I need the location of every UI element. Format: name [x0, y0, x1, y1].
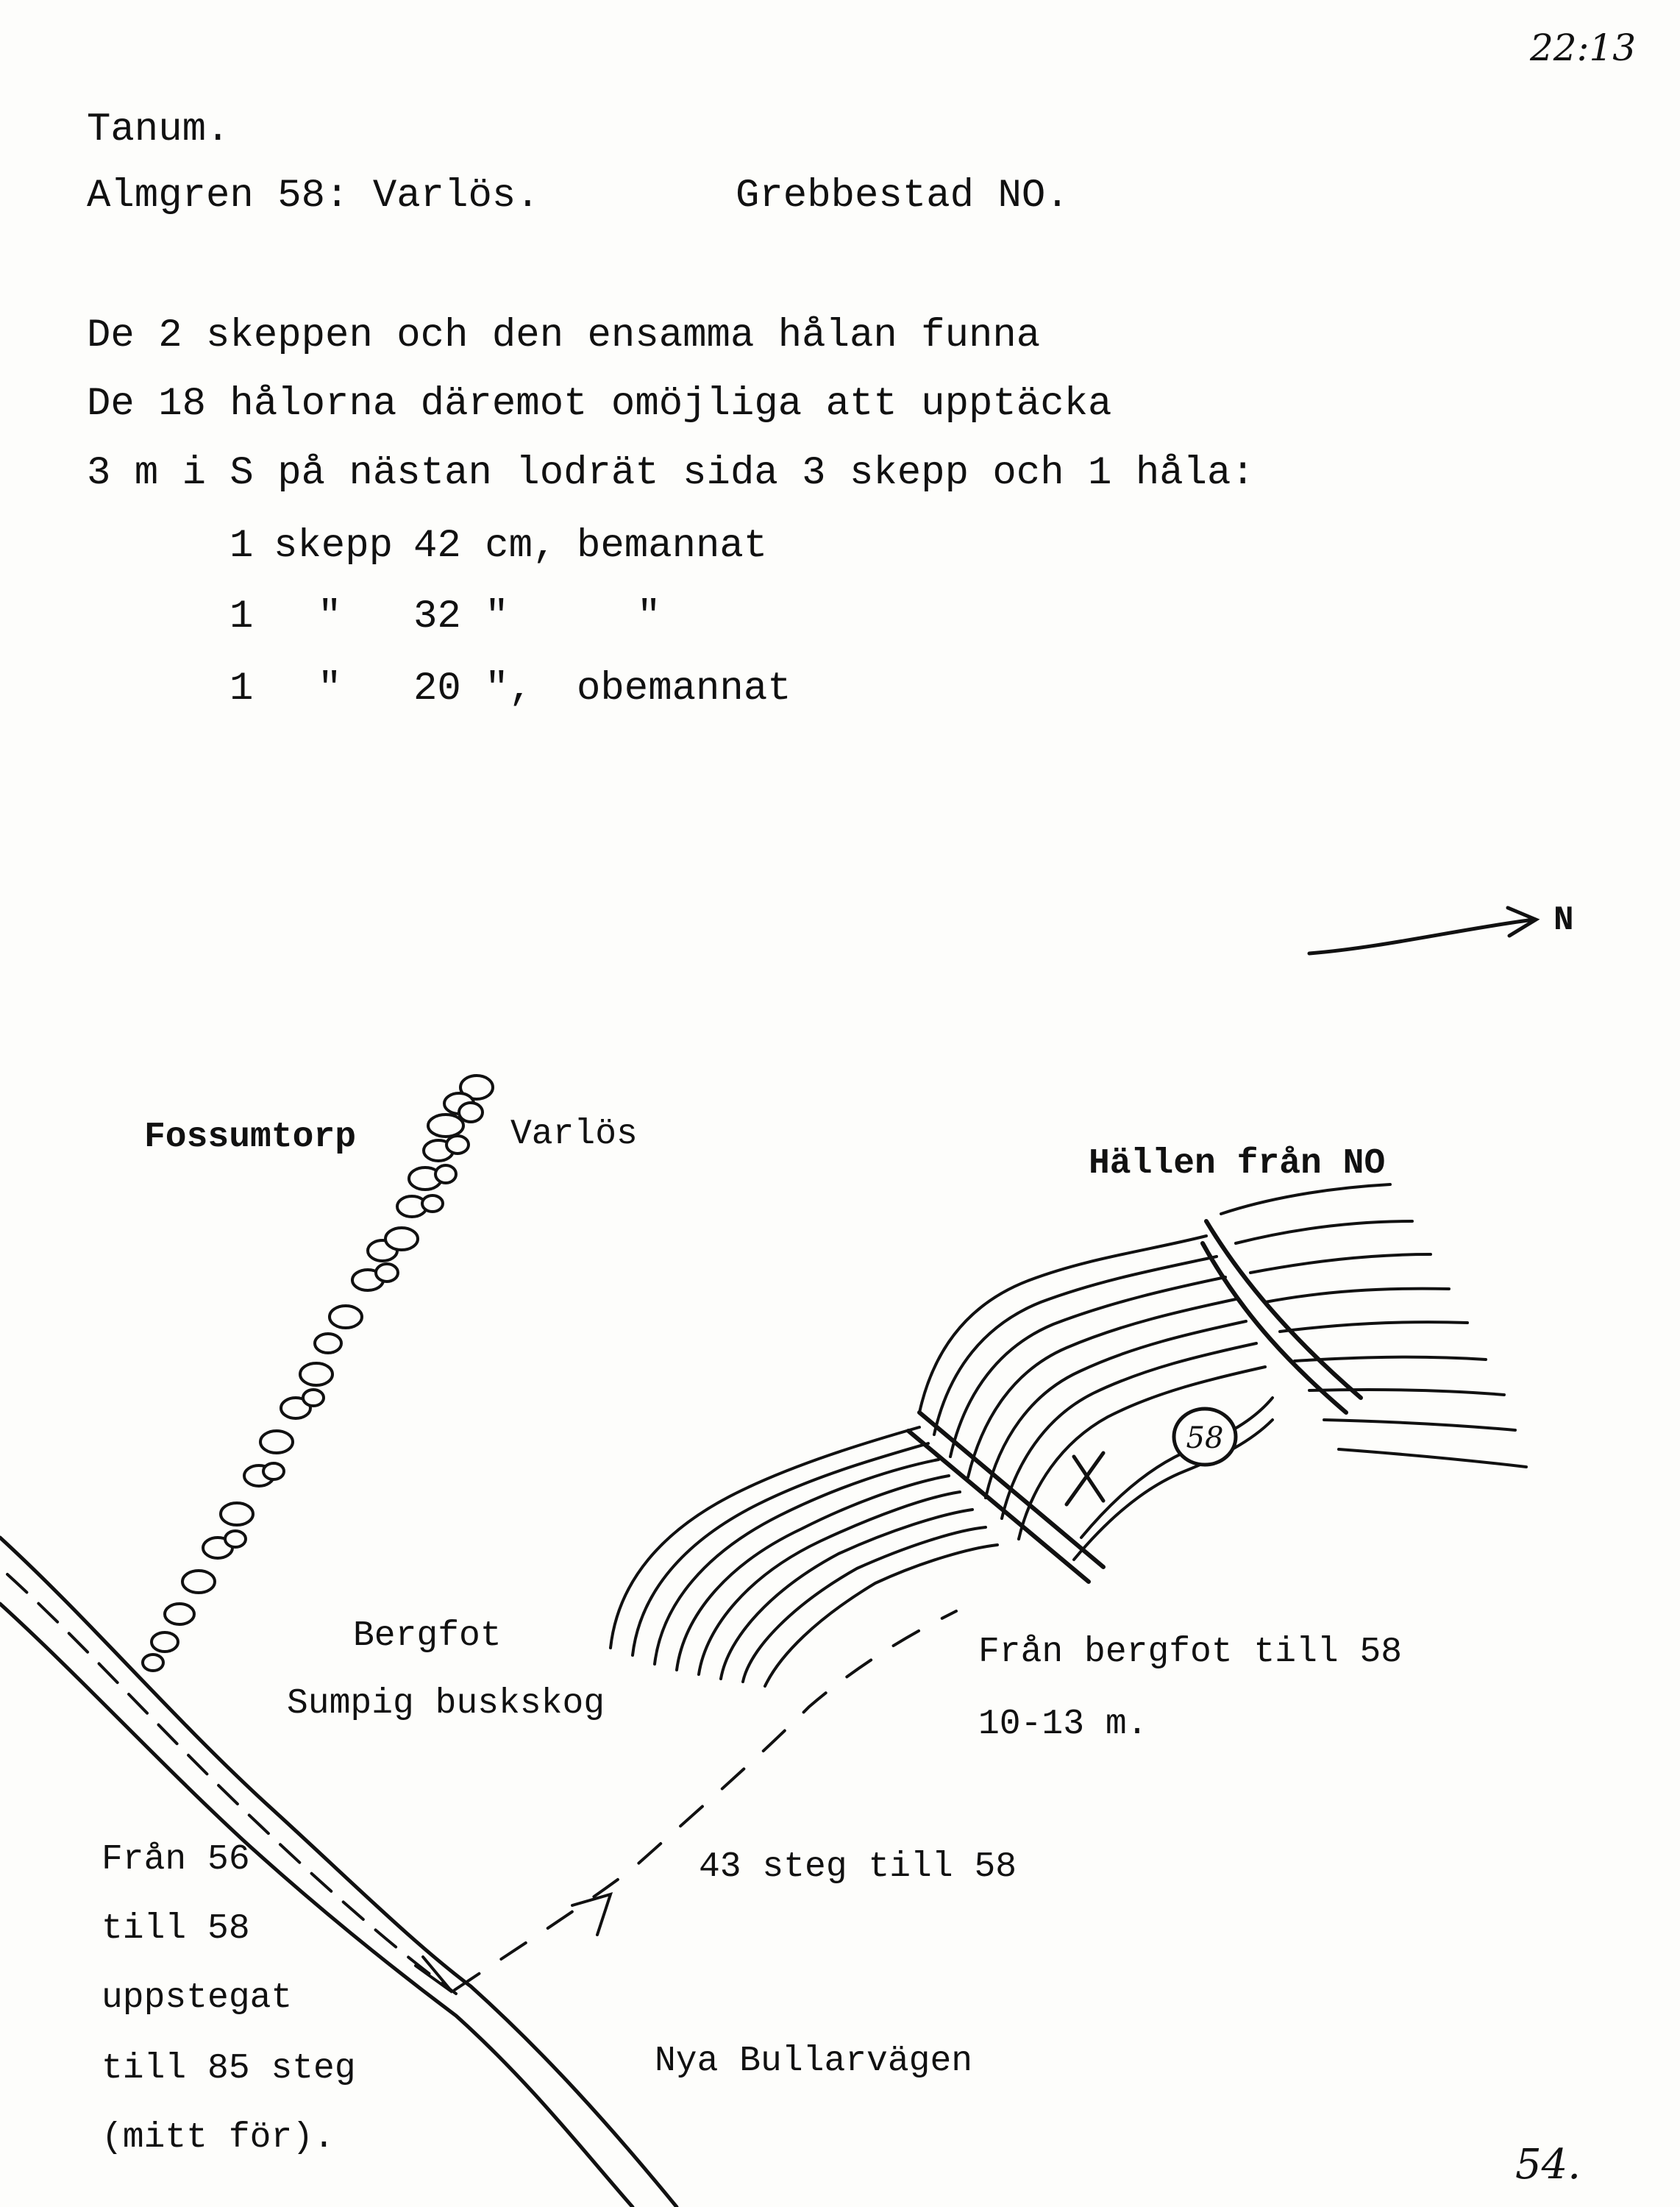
- pace-note-1: Från 56: [102, 1840, 250, 1880]
- pace-note-3: uppstegat: [102, 1978, 293, 2018]
- ship-2-note: ": [637, 594, 661, 639]
- pace-note-4: till 85 steg: [102, 2049, 356, 2089]
- place-fossumtorp: Fossumtorp: [144, 1117, 357, 1157]
- steps-label: 43 steg till 58: [699, 1847, 1017, 1887]
- page-number: 54.: [1515, 2141, 1581, 2189]
- note-line-1: De 2 skeppen och den ensamma hålan funna: [87, 313, 1041, 358]
- ship-3-count: 1: [229, 667, 254, 711]
- note-line-2: De 18 hålorna däremot omöjliga att upptäcka: [87, 382, 1112, 427]
- rock-sketch: [611, 1184, 1526, 1686]
- archive-number: 22:13: [1530, 26, 1637, 69]
- ship-3-note: obemannat: [577, 667, 791, 711]
- parish-label: Tanum.: [87, 107, 230, 152]
- rock-number: 58: [1186, 1421, 1224, 1455]
- road-label: Nya Bullarvägen: [655, 2041, 973, 2081]
- north-label: N: [1553, 901, 1574, 939]
- ship-2-size: 32 ": [413, 594, 509, 639]
- ship-3-type: ": [318, 667, 342, 711]
- distance-from-foot-1: Från bergfot till 58: [978, 1632, 1403, 1672]
- ship-1-size: 42 cm,: [413, 524, 557, 569]
- ship-1-note: bemannat: [577, 524, 768, 569]
- north-arrow-icon: [1309, 908, 1536, 953]
- ship-2-type: ": [318, 594, 342, 639]
- pace-path: [455, 1611, 956, 1990]
- note-line-3: 3 m i S på nästan lodrät sida 3 skepp och 1 håla:: [87, 451, 1255, 496]
- ship-2-count: 1: [229, 594, 254, 639]
- place-varlos: Varlös: [510, 1115, 638, 1154]
- map-sheet-label: Grebbestad NO.: [736, 174, 1069, 218]
- ground-label-bergfot: Bergfot: [353, 1616, 502, 1656]
- site-label: Almgren 58: Varlös.: [87, 174, 540, 218]
- rock-58-marker: [1174, 1409, 1236, 1465]
- ship-3-size: 20 ",: [413, 667, 533, 711]
- pace-note-2: till 58: [102, 1909, 250, 1949]
- rock-title: Hällen från NO: [1089, 1144, 1386, 1184]
- distance-from-foot-2: 10-13 m.: [978, 1705, 1148, 1744]
- ship-1-type: skepp: [274, 524, 394, 569]
- stone-wall: [143, 1076, 493, 1671]
- ship-1-count: 1: [229, 524, 254, 569]
- pace-note-5: (mitt för).: [102, 2118, 335, 2158]
- ground-label-buskskog: Sumpig buskskog: [287, 1684, 605, 1724]
